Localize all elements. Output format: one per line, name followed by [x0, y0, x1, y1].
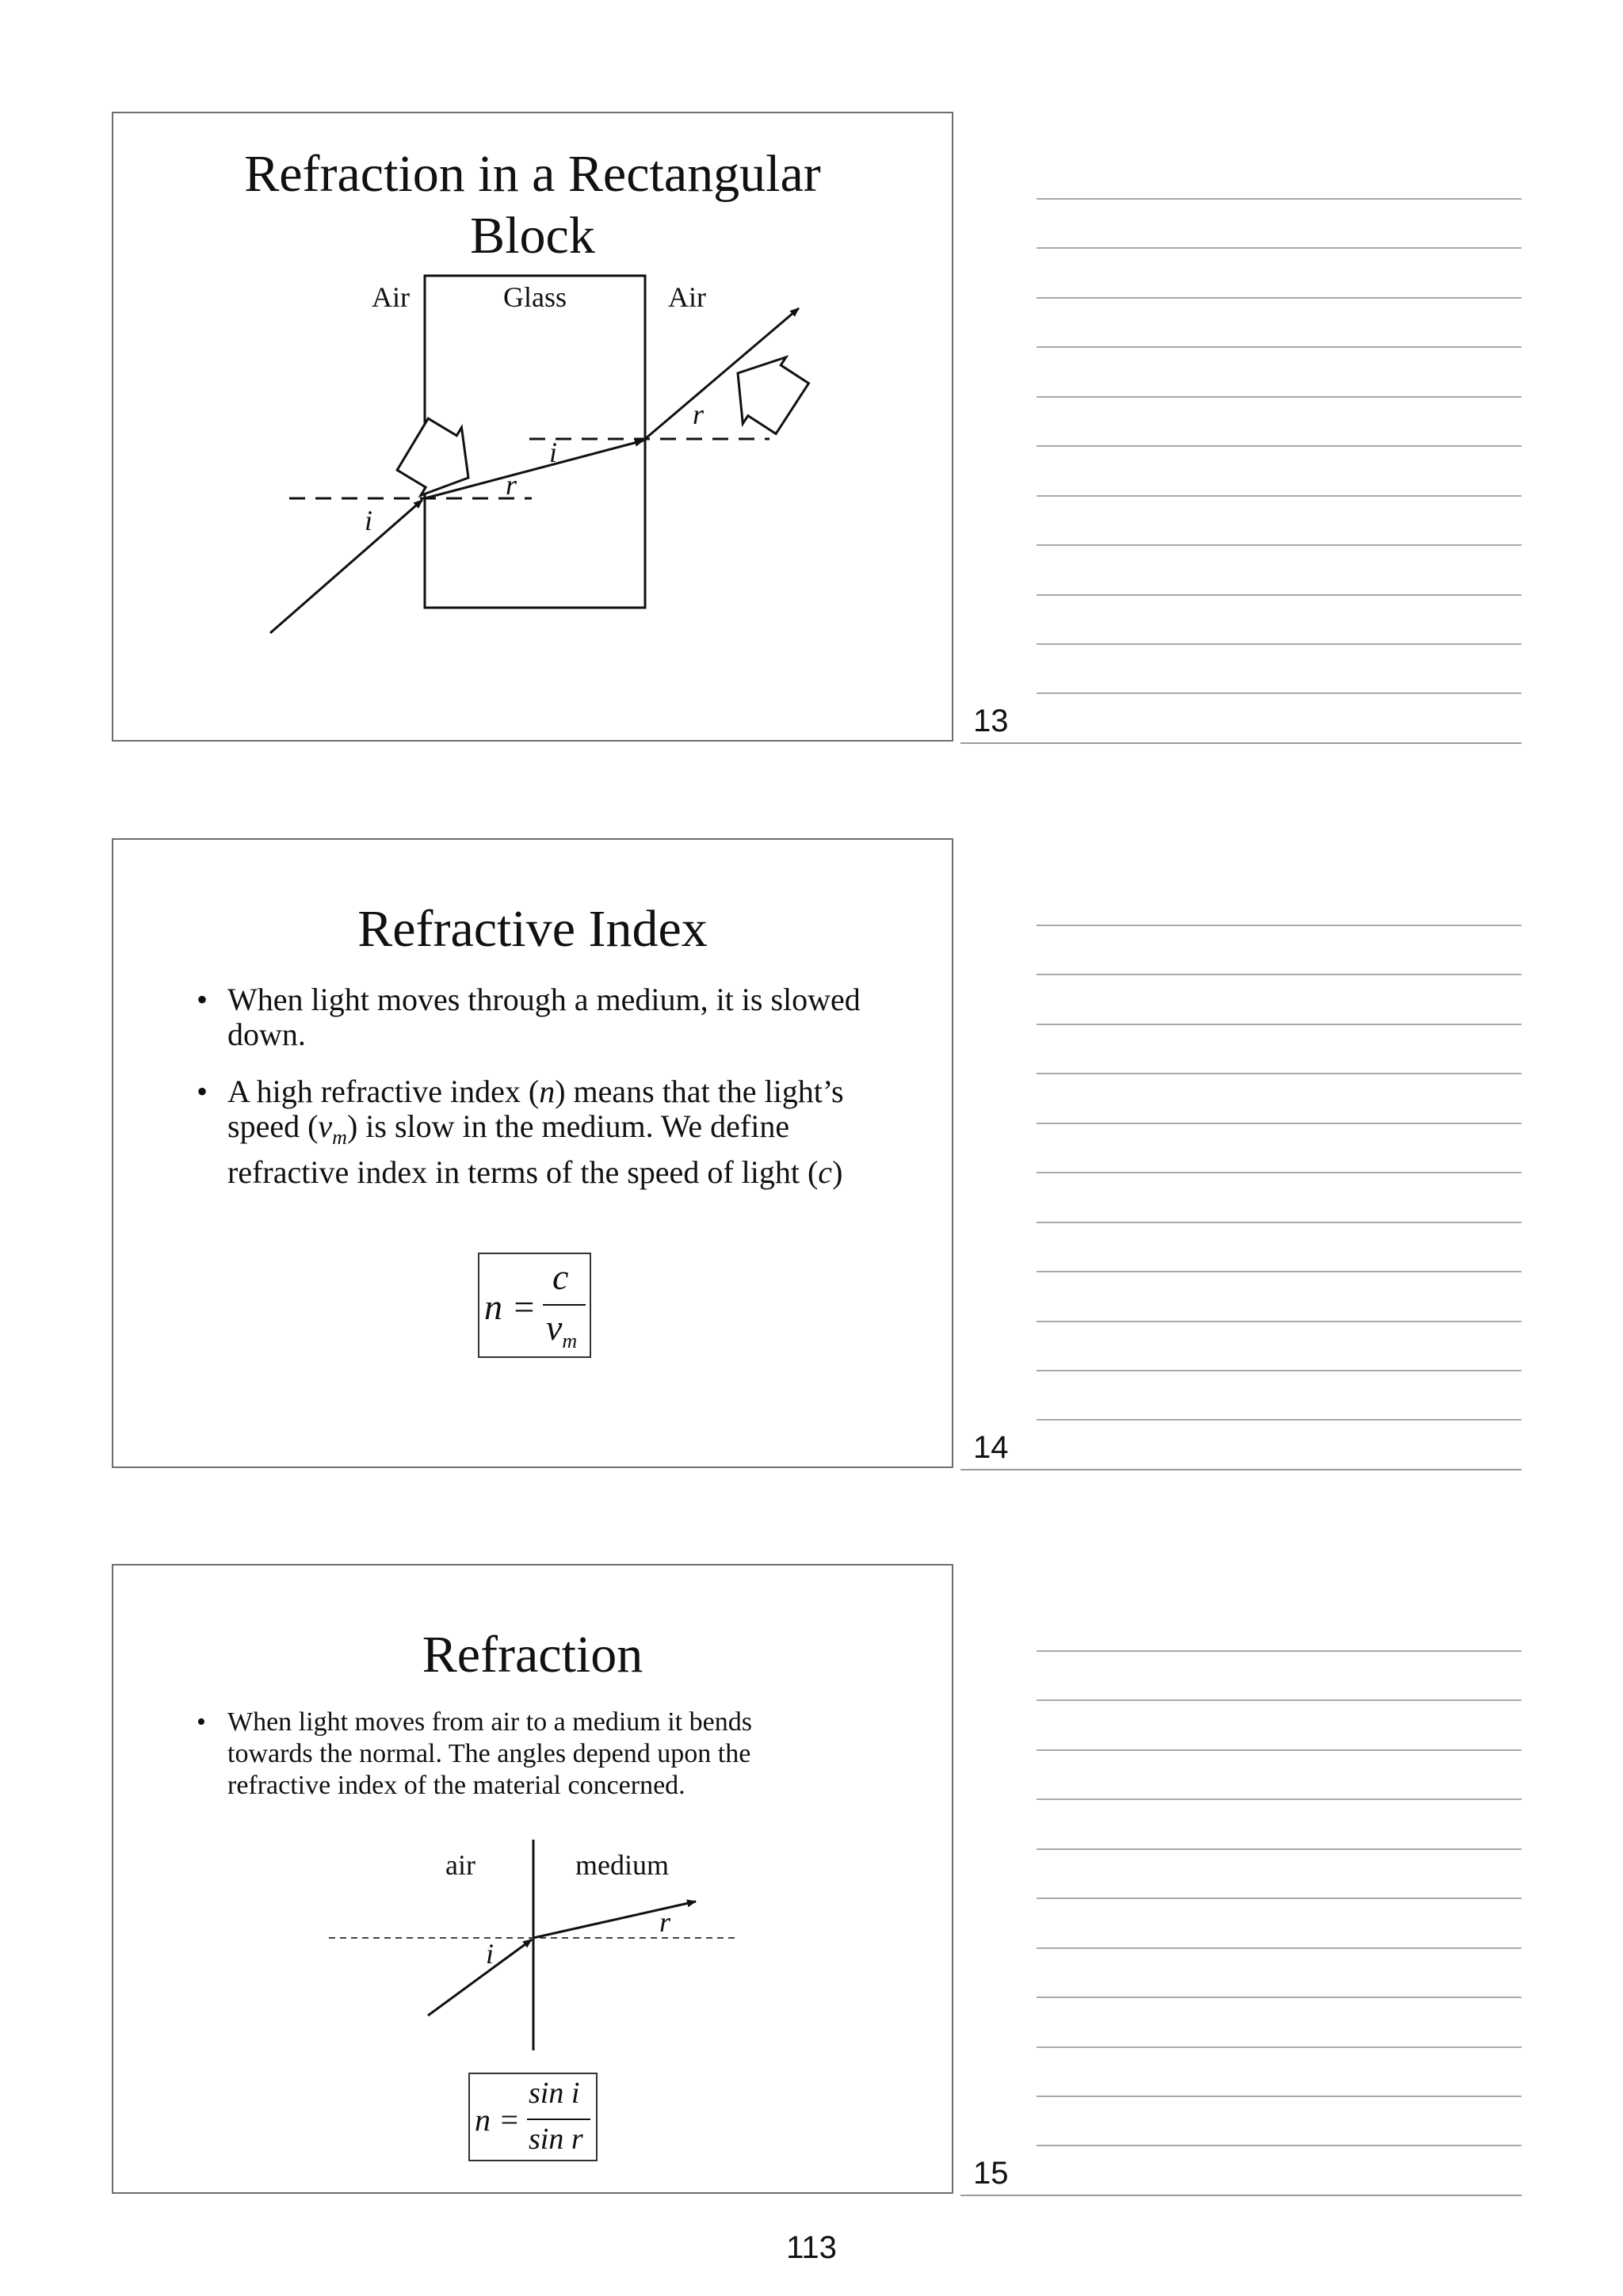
label-angle-i-left: i: [364, 505, 373, 536]
incident-ray: [270, 500, 422, 633]
note-line: [1037, 1419, 1522, 1421]
note-line: [1037, 544, 1522, 546]
note-line: [1037, 1897, 1522, 1899]
label-angle-i-right: i: [548, 437, 558, 468]
fraction-bar: [527, 2119, 590, 2120]
note-line: [1037, 1024, 1522, 1025]
label-air-right: Air: [668, 281, 706, 313]
arrow-pointer-icon: [716, 340, 814, 442]
note-line: [1037, 396, 1522, 398]
label-angle-i: i: [485, 1938, 495, 1970]
note-line: [1037, 594, 1522, 596]
note-line: [1037, 1997, 1522, 1998]
snell-formula: [468, 2073, 598, 2161]
slide-13: [112, 112, 953, 742]
formula-numerator: c: [552, 1257, 569, 1297]
bullet-text-part: ): [832, 1154, 843, 1190]
refracted-ray: [533, 1901, 696, 1938]
note-line: [1037, 1271, 1522, 1272]
note-line: [1037, 1123, 1522, 1124]
label-angle-r-right: r: [692, 399, 705, 430]
note-line: [1037, 1699, 1522, 1701]
note-line: [1037, 346, 1522, 348]
denominator-subscript: m: [562, 1329, 578, 1353]
bullet-item: [113, 1074, 952, 1190]
note-line: [1037, 1321, 1522, 1322]
note-line: [1037, 643, 1522, 645]
note-line: [1037, 925, 1522, 926]
slide-number-underline: [960, 742, 1522, 744]
slide-number-14: 14: [973, 1430, 1009, 1465]
refractive-index-formula: [478, 1253, 591, 1358]
bullet-text-part: ) is slow in the medium. We define refractive index in terms of the speed of light (: [227, 1108, 819, 1190]
note-line: [1037, 1798, 1522, 1800]
bullet-text-part: A high refractive index (: [227, 1074, 540, 1109]
slide-14: [112, 838, 953, 1468]
note-line: [1037, 1947, 1522, 1949]
note-line: [1037, 974, 1522, 975]
arrow-pointer-icon: [392, 410, 489, 512]
page-number: 113: [786, 2230, 837, 2265]
note-line: [1037, 1749, 1522, 1751]
bullet-list: [113, 982, 952, 1190]
symbol-v: v: [318, 1108, 333, 1144]
label-angle-r: r: [659, 1906, 671, 1938]
symbol-n: n: [539, 1074, 556, 1109]
formula-lhs: n =: [484, 1287, 537, 1327]
slide-title: Refraction: [422, 1626, 643, 1684]
note-line: [1037, 495, 1522, 497]
symbol-c: c: [818, 1154, 833, 1190]
slide-number-underline: [960, 1469, 1522, 1470]
refraction-block-diagram: [113, 113, 955, 743]
title-line-1: Refraction in a Rectangular: [244, 145, 821, 203]
note-line: [1037, 445, 1522, 447]
note-line: [1037, 2046, 1522, 2048]
note-line: [1037, 1848, 1522, 1850]
note-line: [1037, 247, 1522, 249]
slide-number-underline: [960, 2195, 1522, 2196]
slide-15: [112, 1564, 953, 2194]
note-line: [1037, 1172, 1522, 1173]
symbol-v-subscript: m: [332, 1126, 347, 1149]
bullet-text: When light moves through a medium, it is slowed down.: [227, 982, 861, 1052]
label-glass: Glass: [503, 281, 567, 313]
denominator-v: v: [546, 1307, 563, 1348]
formula-numerator: sin i: [529, 2077, 580, 2110]
note-line: [1037, 1370, 1522, 1371]
formula-denominator: [546, 1306, 577, 1353]
title-line-2: Block: [470, 207, 595, 265]
label-angle-r-left: r: [505, 469, 517, 501]
formula-denominator: sin r: [529, 2122, 583, 2156]
bullet-item: [113, 982, 952, 1052]
note-line: [1037, 1222, 1522, 1223]
label-air-left: Air: [372, 281, 410, 313]
note-line: [1037, 692, 1522, 694]
incident-ray: [428, 1939, 532, 2016]
note-line: [1037, 297, 1522, 299]
note-line: [1037, 1650, 1522, 1652]
bullet-text: When light moves from air to a medium it bends towards the normal. The angles depend upon the refractive index of the material concerned.: [227, 1707, 752, 1800]
slide-title: Refractive Index: [357, 900, 708, 958]
fraction-bar: [543, 1304, 586, 1306]
bullet-text-part: ) means that the light’s speed (: [227, 1074, 844, 1144]
note-line: [1037, 198, 1522, 200]
slide-number-13: 13: [973, 704, 1009, 738]
note-line: [1037, 2096, 1522, 2097]
slide-number-15: 15: [973, 2156, 1009, 2191]
note-line: [1037, 1073, 1522, 1074]
label-medium: medium: [575, 1849, 669, 1881]
formula-lhs: n =: [475, 2102, 520, 2138]
note-line: [1037, 2145, 1522, 2146]
label-air: air: [445, 1849, 475, 1881]
